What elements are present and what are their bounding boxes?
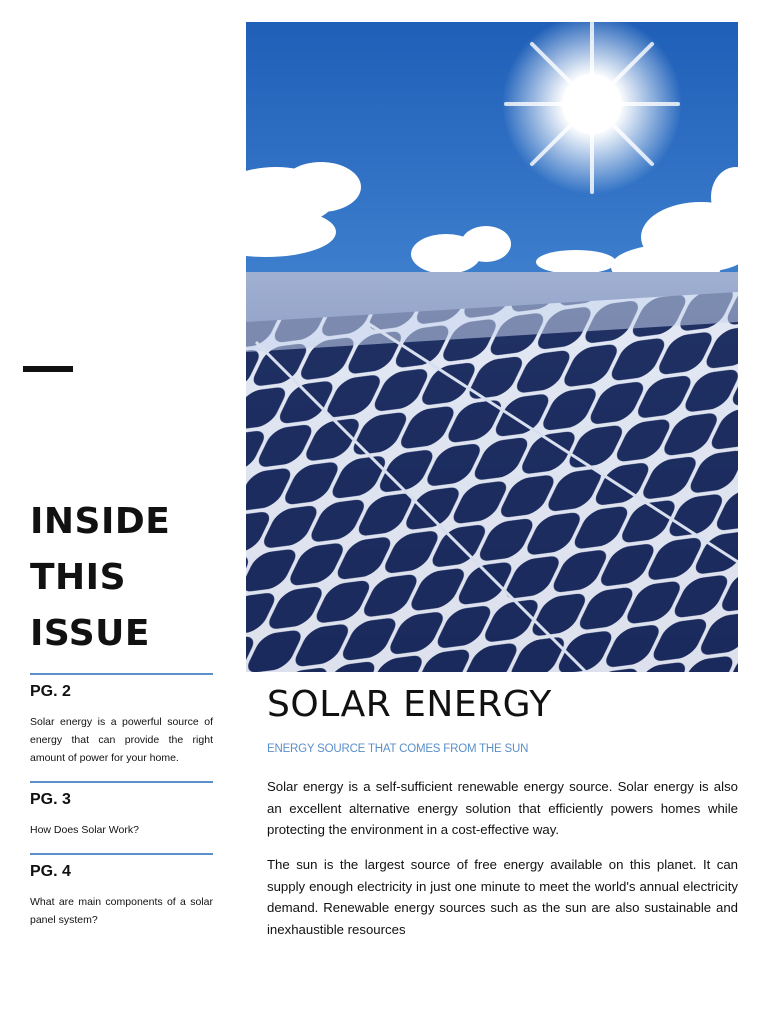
- article-title: SOLAR ENERGY: [267, 684, 552, 725]
- article-paragraph: The sun is the largest source of free energy available on this planet. It can supply enough electricity in just one minute to meet the world's annual electricity demand. Renewable energy sources such as the sun are also sustainable and inexhaustible resources: [267, 857, 738, 937]
- toc-divider: [30, 853, 213, 855]
- decorative-dash: [23, 366, 73, 372]
- toc-entry-pg3: [30, 781, 213, 839]
- inside-title-line: ISSUE: [30, 613, 150, 654]
- inside-title-line: THIS: [30, 557, 127, 598]
- inside-this-issue-heading: [30, 494, 220, 662]
- toc-page-label: PG. 4: [30, 863, 71, 880]
- toc-entry-pg4: [30, 853, 213, 929]
- toc-description: Solar energy is a powerful source of energy that can provide the right amount of power for your home.: [30, 716, 213, 764]
- toc-entry-pg2: [30, 673, 213, 767]
- inside-title-line: INSIDE: [30, 501, 171, 542]
- toc-description: What are main components of a solar panel system?: [30, 896, 213, 926]
- toc-page-label: PG. 2: [30, 683, 71, 700]
- toc-divider: [30, 673, 213, 675]
- toc-description: How Does Solar Work?: [30, 824, 139, 836]
- article-subtitle: ENERGY SOURCE THAT COMES FROM THE SUN: [267, 743, 529, 755]
- toc-divider: [30, 781, 213, 783]
- solar-panel-photo: [246, 22, 738, 672]
- toc-page-label: PG. 3: [30, 791, 71, 808]
- article-paragraph: Solar energy is a self-sufficient renewable energy source. Solar energy is also an excellent alternative energy solution that efficiently powers homes while protecting the environment in a cost-effective way.: [267, 779, 738, 837]
